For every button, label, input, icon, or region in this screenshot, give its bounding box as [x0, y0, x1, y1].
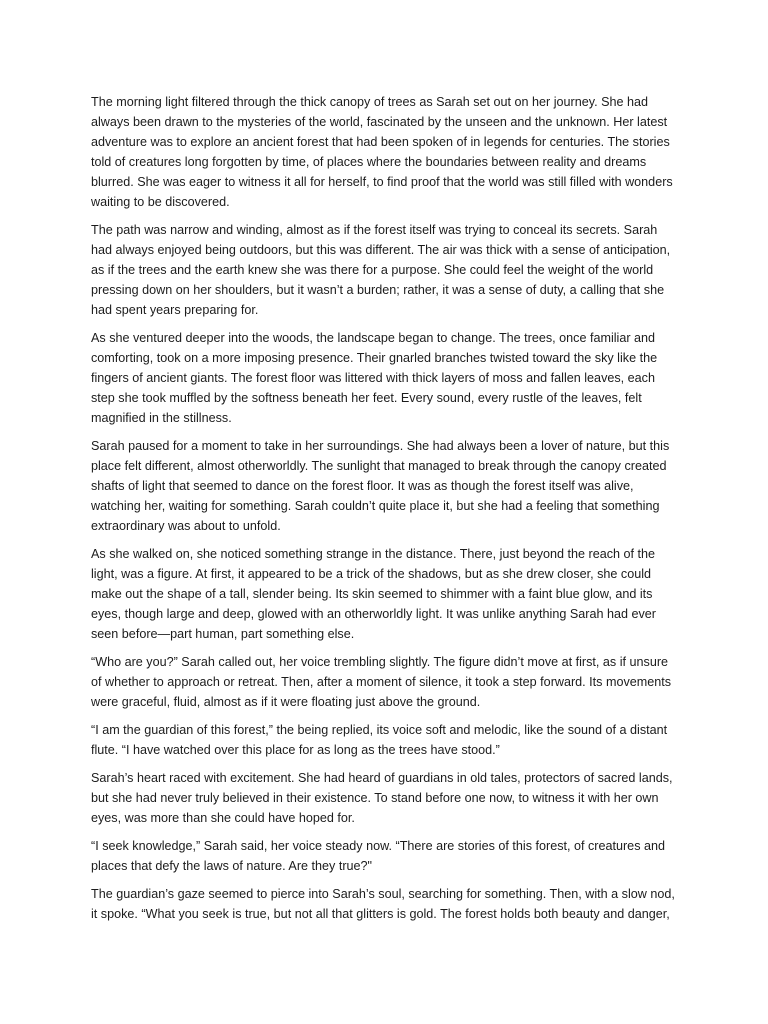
paragraph-1: The morning light filtered through the thick canopy of trees as Sarah set out on her journey. She had always been drawn to the mysteries of the world, fascinated by the unseen and the unknown. Her latest adventure was to explore an ancient forest that had been spoken of in legends for centuries. The stories told of creatures long forgotten by time, of places where the boundaries between reality and dreams blurred. She was eager to witness it all for herself, to find proof that the world was still filled with wonders waiting to be discovered. [91, 95, 673, 209]
paragraph-9: “I seek knowledge,” Sarah said, her voice steady now. “There are stories of this forest, of creatures and places that defy the laws of nature. Are they true?" [91, 839, 665, 873]
paragraph-4: Sarah paused for a moment to take in her surroundings. She had always been a lover of nature, but this place felt different, almost otherworldly. The sunlight that managed to break through the canopy created shafts of light that seemed to dance on the forest floor. It was as though the forest itself was alive, watching her, waiting for something. Sarah couldn’t quite place it, but she had a feeling that something extraordinary was about to unfold. [91, 439, 670, 533]
document-page [91, 92, 681, 932]
paragraph-10: The guardian’s gaze seemed to pierce into Sarah’s soul, searching for something. Then, with a slow nod, it spoke. “What you seek is true, but not all that glitters is gold. The forest holds both beauty and danger, [91, 887, 675, 921]
paragraph-7: “I am the guardian of this forest,” the being replied, its voice soft and melodic, like the sound of a distant flute. “I have watched over this place for as long as the trees have stood.” [91, 723, 668, 757]
paragraph-5: As she walked on, she noticed something strange in the distance. There, just beyond the reach of the light, was a figure. At first, it appeared to be a trick of the shadows, but as she drew closer, she could make out the shape of a tall, slender being. Its skin seemed to shimmer with a faint blue glow, and its eyes, though large and deep, glowed with an otherworldly light. It was unlike anything Sarah had ever seen before—part human, part something else. [91, 547, 656, 641]
paragraph-6: “Who are you?” Sarah called out, her voice trembling slightly. The figure didn’t move at first, as if unsure of whether to approach or retreat. Then, after a moment of silence, it took a step forward. Its movements were graceful, fluid, almost as if it were floating just above the ground. [91, 655, 672, 709]
paragraph-3: As she ventured deeper into the woods, the landscape began to change. The trees, once familiar and comforting, took on a more imposing presence. Their gnarled branches twisted toward the sky like the fingers of ancient giants. The forest floor was littered with thick layers of moss and fallen leaves, each step she took muffled by the softness beneath her feet. Every sound, every rustle of the leaves, felt magnified in the stillness. [91, 331, 658, 425]
paragraph-2: The path was narrow and winding, almost as if the forest itself was trying to conceal its secrets. Sarah had always enjoyed being outdoors, but this was different. The air was thick with a sense of anticipation, as if the trees and the earth knew she was there for a purpose. She could feel the weight of the world pressing down on her shoulders, but it wasn’t a burden; rather, it was a sense of duty, a calling that she had spent years preparing for. [91, 223, 671, 317]
paragraph-8: Sarah’s heart raced with excitement. She had heard of guardians in old tales, protectors of sacred lands, but she had never truly believed in their existence. To stand before one now, to witness it with her own eyes, was more than she could have hoped for. [91, 771, 673, 825]
